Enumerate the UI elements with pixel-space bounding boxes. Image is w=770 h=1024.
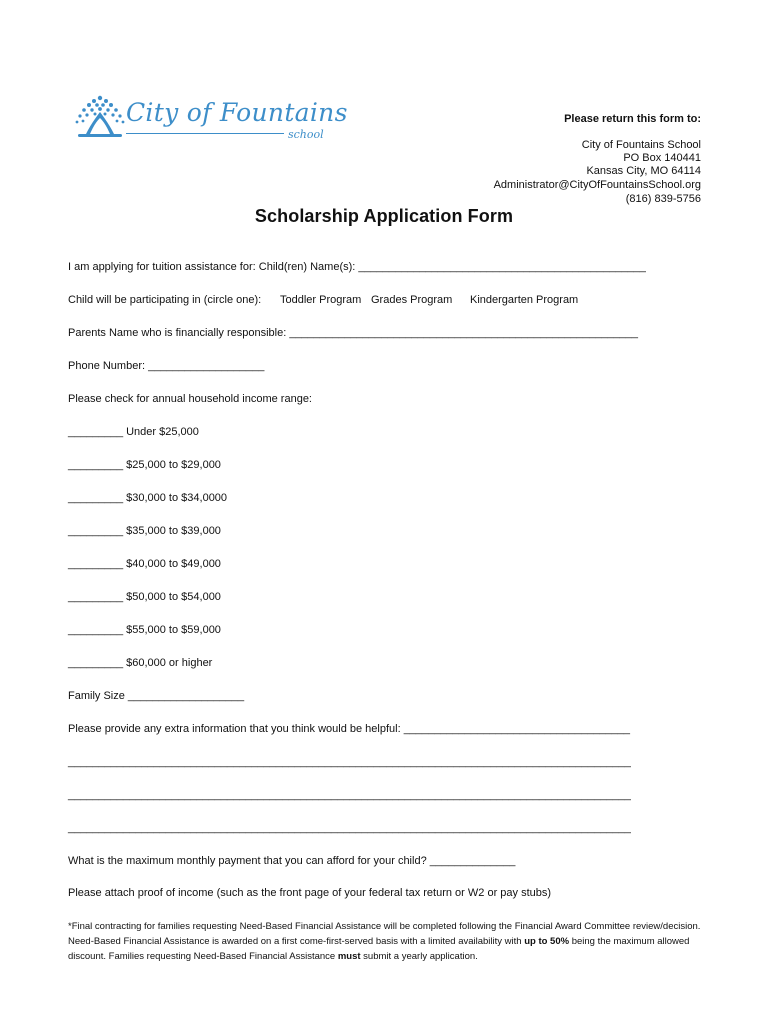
footnote: *Final contracting for families requesting Need-Based Financial Assistance will be completed following the Financial Award Committee review/decision. Need-Based Financial Assistance is awarded on a first come-first-served basis with a limited availability with up to 50% being the maximum allowed discount. Families requesting Need-Based Financial Assistance must submit a yearly application. (68, 921, 701, 962)
option-kindergarten-program[interactable]: Kindergarten Program (470, 294, 579, 306)
parents-name-field[interactable]: Parents Name who is financially responsible: _________________________________________________________ (68, 327, 639, 339)
income-range-option[interactable]: _________ $30,000 to $34,0000 (68, 492, 228, 504)
income-range-option[interactable]: _________ $35,000 to $39,000 (68, 525, 221, 537)
phone-number-field[interactable]: Phone Number: ___________________ (68, 360, 265, 372)
extra-info-blank-line[interactable]: ____________________________________________________________________________________________ (68, 789, 631, 801)
logo-underline (126, 133, 284, 134)
school-logo (72, 92, 348, 148)
footnote-bold: up to 50% (524, 936, 570, 947)
option-grades-program[interactable]: Grades Program (371, 294, 453, 306)
family-size-field[interactable]: Family Size ___________________ (68, 690, 245, 702)
extra-info-field[interactable]: Please provide any extra information that you think would be helpful: _____________________________________ (68, 723, 631, 735)
footnote-bold: must (337, 951, 361, 962)
return-email: Administrator@CityOfFountainsSchool.org (493, 179, 701, 191)
income-prompt: Please check for annual household income range: (68, 393, 312, 405)
extra-info-blank-line[interactable]: ____________________________________________________________________________________________ (68, 822, 631, 834)
income-range-option[interactable]: _________ $50,000 to $54,000 (68, 591, 221, 603)
logo-name: City of Fountains (126, 98, 348, 127)
tuition-field[interactable]: I am applying for tuition assistance for: Child(ren) Name(s): _______________________________________________ (68, 261, 646, 273)
income-range-option[interactable]: _________ $55,000 to $59,000 (68, 624, 221, 636)
max-payment-field[interactable]: What is the maximum monthly payment that you can afford for your child? ______________ (68, 855, 516, 867)
income-range-option[interactable]: _________ $25,000 to $29,000 (68, 459, 221, 471)
income-range-option[interactable]: _________ $60,000 or higher (68, 657, 213, 669)
return-line: Kansas City, MO 64114 (586, 165, 701, 177)
return-phone: (816) 839-5756 (625, 193, 701, 205)
option-toddler-program[interactable]: Toddler Program (280, 294, 362, 306)
participating-label: Child will be participating in (circle one): (68, 294, 262, 306)
return-line: PO Box 140441 (623, 152, 701, 164)
logo-sub: school (288, 128, 324, 141)
income-range-option[interactable]: _________ Under $25,000 (68, 426, 199, 438)
return-line: City of Fountains School (581, 139, 701, 151)
attach-proof-note: Please attach proof of income (such as the front page of your federal tax return or W2 or pay stubs) (68, 887, 552, 899)
return-heading: Please return this form to: (564, 113, 701, 125)
fountain-icon (72, 92, 128, 140)
income-range-option[interactable]: _________ $40,000 to $49,000 (68, 558, 221, 570)
extra-info-blank-line[interactable]: ____________________________________________________________________________________________ (68, 756, 631, 768)
form-title: Scholarship Application Form (254, 206, 514, 226)
